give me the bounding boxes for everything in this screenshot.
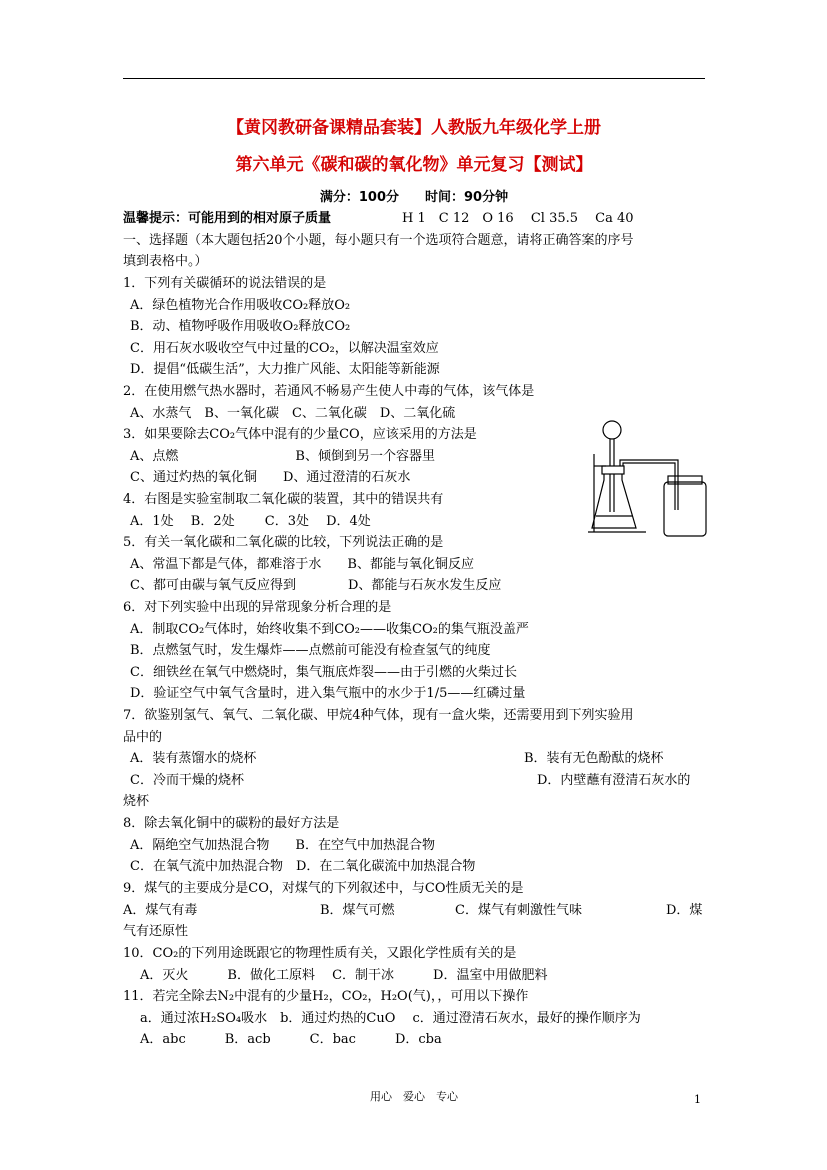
question-1: 1．下列有关碳循环的说法错误的是 [123,276,327,291]
gas-jar [664,482,706,536]
q7-option-a: A．装有蒸馏水的烧杯 [130,751,257,766]
q7-option-d: D．内壁蘸有澄清石灰水的 [537,773,691,788]
question-3: 3．如果要除去CO₂气体中混有的少量CO，应该采用的方法是 [123,427,477,442]
funnel-bulb [603,421,621,439]
q6-option-a: A．制取CO₂气体时，始终收集不到CO₂——收集CO₂的集气瓶没盖严 [130,622,529,637]
question-5: 5．有关一氧化碳和二氧化碳的比较，下列说法正确的是 [123,535,444,550]
q3-options-cd: C、通过灼热的氧化铜 D、通过澄清的石灰水 [130,470,411,485]
page-number: 1 [694,1093,701,1106]
q9-option-b: B．煤气可燃 [320,903,395,918]
question-7: 7．欲鉴别氢气、氧气、二氧化碳、甲烷4种气体，现有一盒火柴，还需要用到下列实验用 [123,708,634,723]
question-10: 10．CO₂的下列用途既跟它的物理性质有关，又跟化学性质有关的是 [123,946,517,961]
q9-option-d-cont: 气有还原性 [123,924,189,939]
q9-option-c: C．煤气有刺激性气味 [455,903,582,918]
page-title: 【黄冈教研备课精品套装】人教版九年级化学上册 [227,118,601,138]
q7-option-d-cont: 烧杯 [123,794,150,809]
atomic-masses: H 1 C 12 O 16 Cl 35.5 Ca 40 [402,211,634,226]
q4-options: A．1处 B．2处 C．3处 D．4处 [130,514,371,529]
footer-motto: 用心 爱心 专心 [370,1090,458,1103]
q1-option-c: C．用石灰水吸收空气中过量的CO₂，以解决温室效应 [130,341,439,356]
question-2: 2．在使用燃气热水器时，若通风不畅易产生使人中毒的气体，该气体是 [123,384,535,399]
q9-option-d: D．煤 [666,903,703,918]
question-9: 9．煤气的主要成分是CO，对煤气的下列叙述中，与CO性质无关的是 [123,881,524,896]
q10-options: A．灭火 B．做化工原料 C．制干冰 D．温室中用做肥料 [140,968,548,983]
header-rule [123,78,705,79]
q1-option-b: B．动、植物呼吸作用吸收O₂释放CO₂ [130,319,351,334]
q1-option-a: A．绿色植物光合作用吸收CO₂释放O₂ [130,298,351,313]
q6-option-b: B．点燃氢气时，发生爆炸——点燃前可能没有检查氢气的纯度 [130,643,491,658]
q6-option-c: C．细铁丝在氧气中燃烧时，集气瓶底炸裂——由于引燃的火柴过长 [130,665,517,680]
q8-options-ab: A．隔绝空气加热混合物 B．在空气中加热混合物 [130,838,435,853]
question-7-cont: 品中的 [123,730,163,745]
q1-option-d: D．提倡“低碳生活”，大力推广风能、太阳能等新能源 [130,362,440,377]
q9-option-a: A．煤气有毒 [123,903,198,918]
q6-option-d: D．验证空气中氧气含量时，进入集气瓶中的水少于1/5——红磷过量 [130,686,526,701]
question-11: 11．若完全除去N₂中混有的少量H₂，CO₂，H₂O(气)，，可用以下操作 [123,989,529,1004]
q11-options: A．abc B．acb C．bac D．cba [140,1032,442,1047]
q7-option-b: B．装有无色酚酞的烧杯 [524,751,664,766]
section-heading: 一、选择题（本大题包括20个小题，每小题只有一个选项符合题意，请将正确答案的序号 [123,233,634,248]
q5-options-ab: A、常温下都是气体，都难溶于水 B、都能与氧化铜反应 [130,557,474,572]
q5-options-cd: C、都可由碳与氧气反应得到 D、都能与石灰水发生反应 [130,578,502,593]
section-heading-cont: 填到表格中。） [123,254,208,269]
question-6: 6．对下列实验中出现的异常现象分析合理的是 [123,600,392,615]
score-time-line: 满分：100分 时间：90分钟 [319,190,509,205]
page-subtitle: 第六单元《碳和碳的氧化物》单元复习【测试】 [235,155,593,175]
q8-options-cd: C．在氧气流中加热混合物 D．在二氧化碳流中加热混合物 [130,859,476,874]
q11-operations: a．通过浓H₂SO₄吸水 b．通过灼热的CuO c．通过澄清石灰水，最好的操作顺序为 [140,1011,641,1026]
co2-apparatus-diagram [588,420,708,540]
q3-options-ab: A、点燃 B、倾倒到另一个容器里 [130,449,435,464]
question-8: 8．除去氧化铜中的碳粉的最好方法是 [123,816,340,831]
q2-options: A、水蒸气 B、一氧化碳 C、二氧化碳 D、二氧化硫 [130,406,456,421]
q7-option-c: C．冷而干燥的烧杯 [130,773,244,788]
question-4: 4．右图是实验室制取二氧化碳的装置，其中的错误共有 [123,492,444,507]
hint-label: 温馨提示：可能用到的相对原子质量 [123,211,332,226]
